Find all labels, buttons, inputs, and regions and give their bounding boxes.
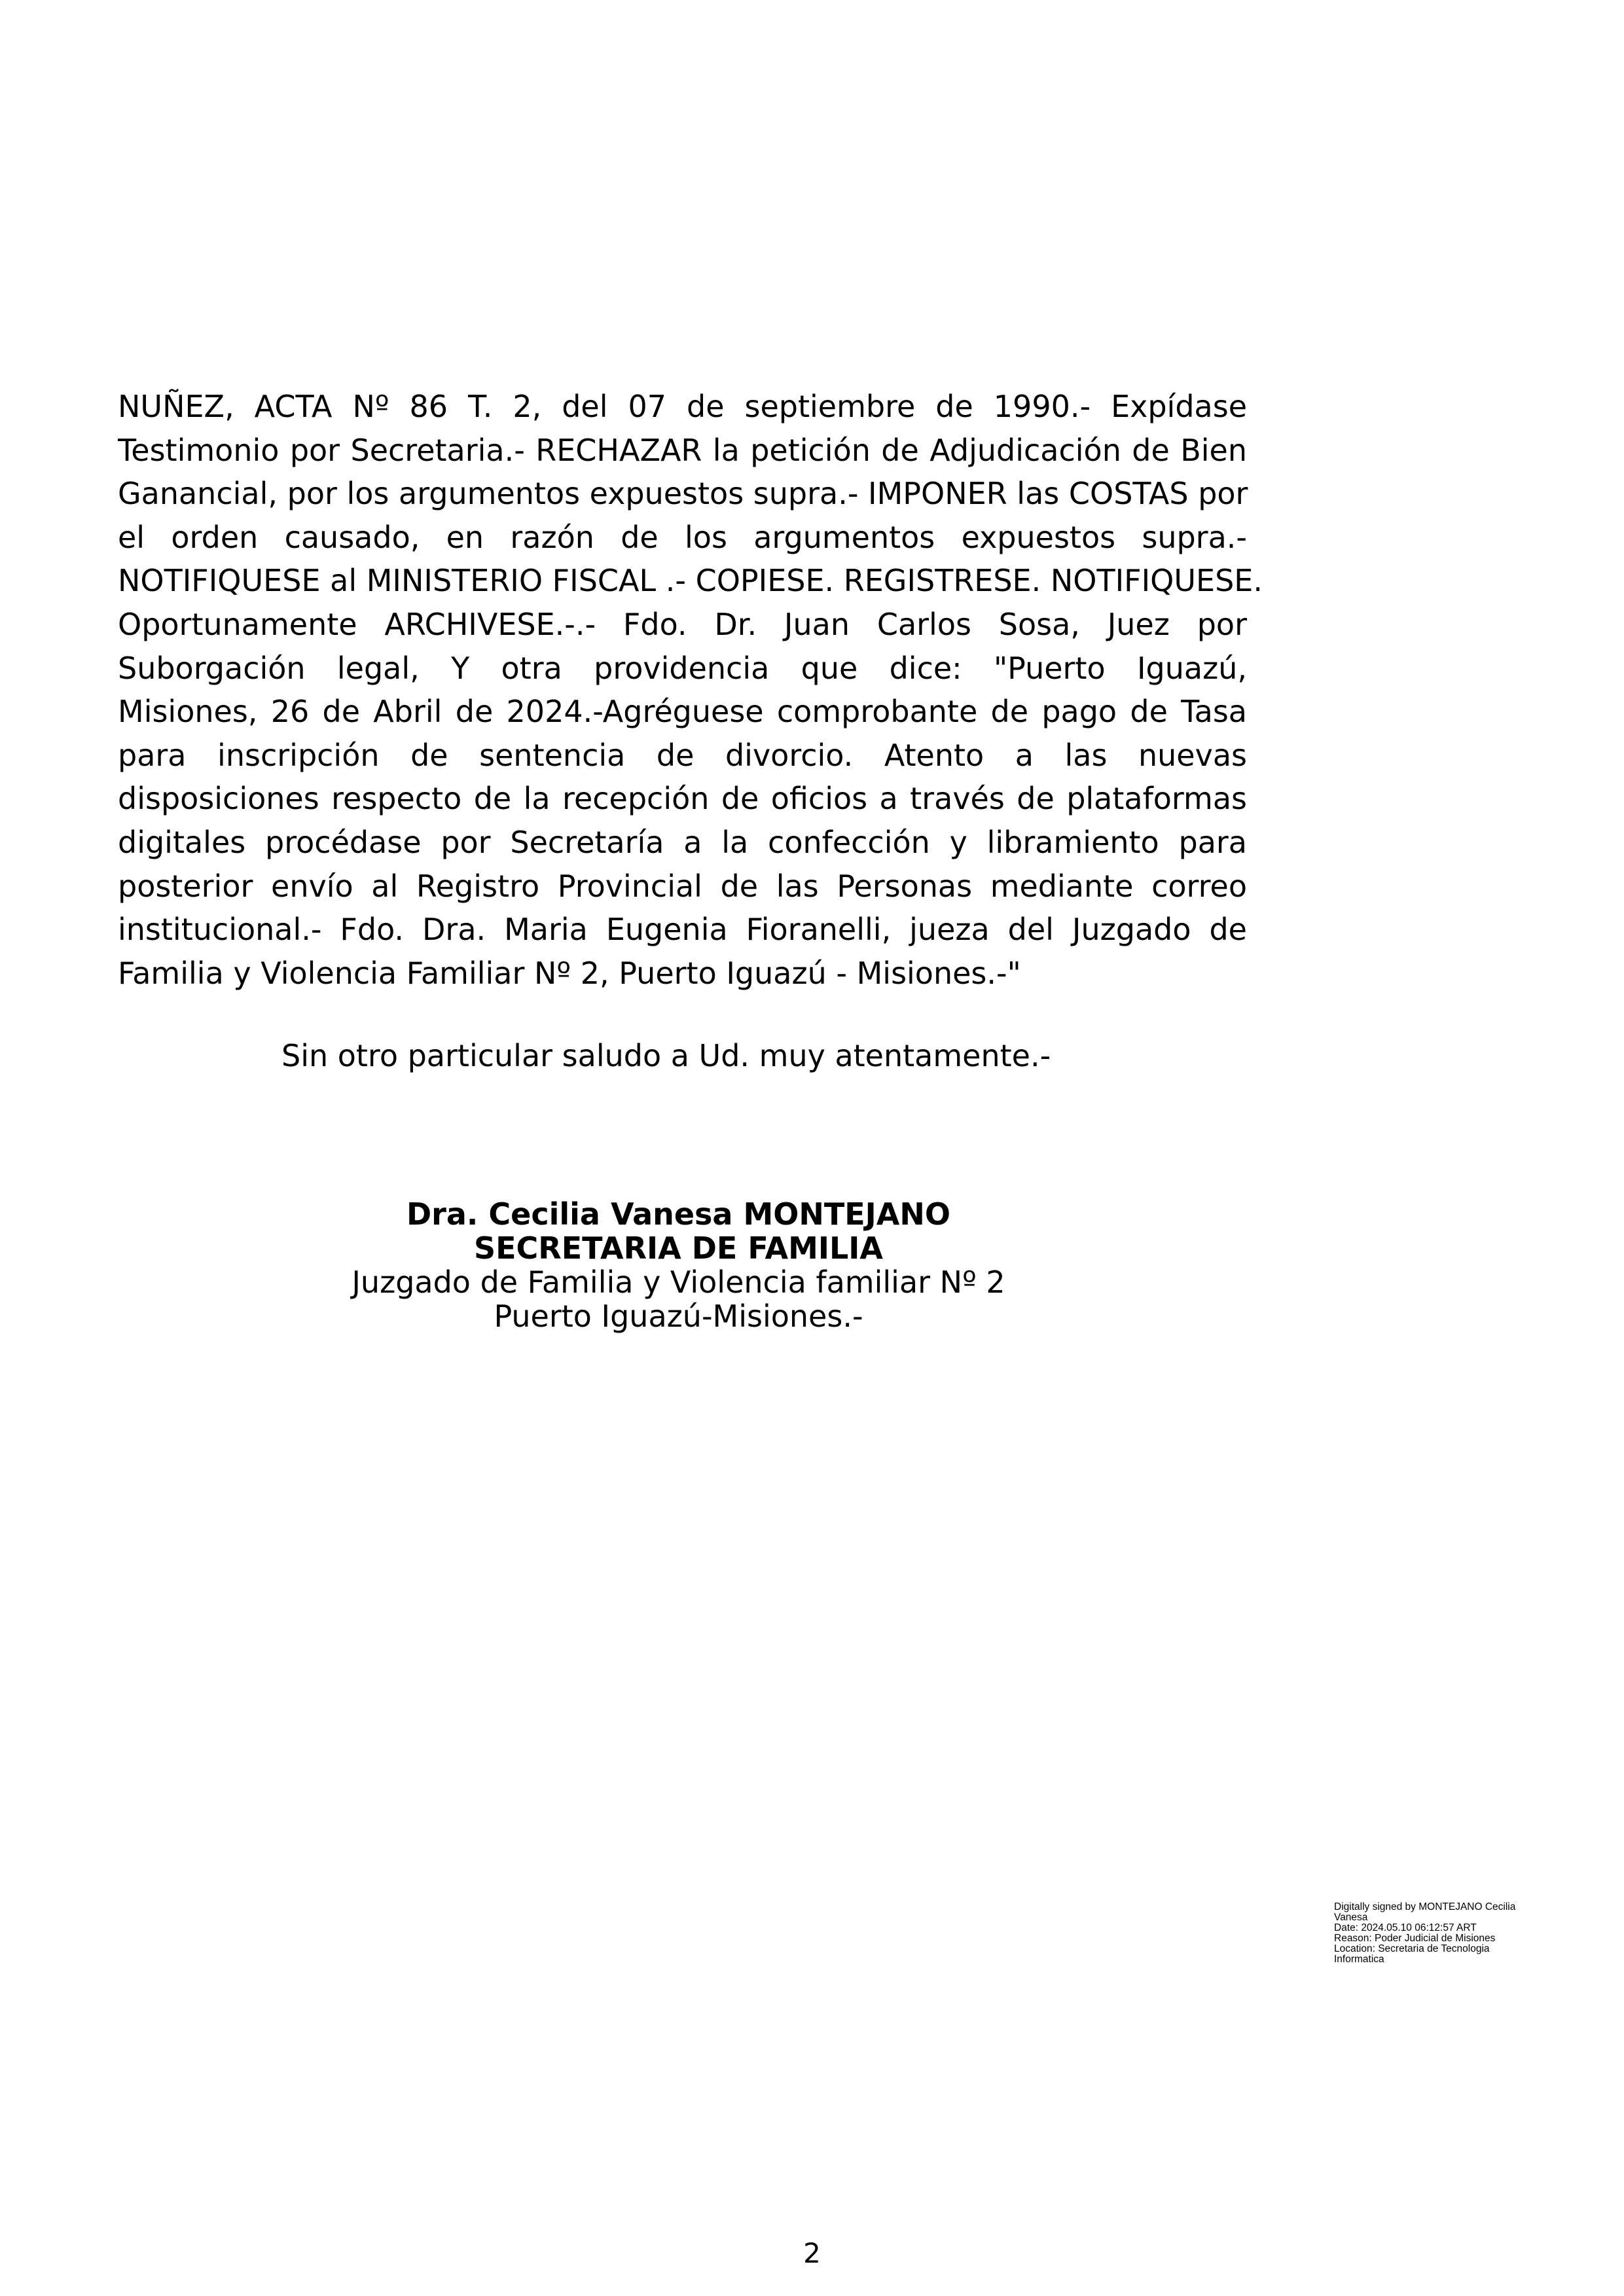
stamp-line: Date: 2024.05.10 06:12:57 ART [1334, 1922, 1477, 1933]
stamp-line: Informatica [1334, 1954, 1384, 1965]
body-line: Misiones, 26 de Abril de 2024.-Agréguese comprobante de pago de Tasa [118, 694, 1247, 730]
page-number: 2 [803, 2237, 821, 2269]
digital-signature-stamp [1334, 1902, 1550, 1965]
stamp-line: Reason: Poder Judicial de Misiones [1334, 1933, 1496, 1944]
stamp-line: Vanesa [1334, 1912, 1368, 1923]
body-line: Testimonio por Secretaria.- RECHAZAR la petición de Adjudicación de Bien [118, 432, 1247, 468]
stamp-line: Digitally signed by MONTEJANO Cecilia [1334, 1901, 1516, 1912]
body-line: Ganancial, por los argumentos expuestos supra.- IMPONER las COSTAS por [118, 476, 1248, 512]
signature-block [281, 1197, 1075, 1333]
signer-name: Dra. Cecilia Vanesa MONTEJANO [406, 1196, 950, 1232]
body-line: NUÑEZ, ACTA Nº 86 T. 2, del 07 de septiembre de 1990.- Expídase [118, 389, 1247, 424]
body-line: digitales procédase por Secretaría a la confección y libramiento para [118, 824, 1247, 860]
stamp-line: Location: Secretaria de Tecnologia [1334, 1943, 1490, 1954]
body-line: el orden causado, en razón de los argumentos expuestos supra.- [118, 519, 1247, 555]
signer-location: Puerto Iguazú-Misiones.- [494, 1299, 863, 1334]
body-line: disposiciones respecto de la recepción de oficios a través de plataformas [118, 781, 1247, 817]
closing-salutation: Sin otro particular saludo a Ud. muy atentamente.- [281, 1038, 1051, 1073]
signer-role: SECRETARIA DE FAMILIA [474, 1230, 883, 1266]
body-line: posterior envío al Registro Provincial de las Personas mediante correo [118, 868, 1247, 904]
body-paragraph [118, 385, 1263, 995]
body-line: Suborgación legal, Y otra providencia que dice: "Puerto Iguazú, [118, 650, 1247, 686]
body-line: NOTIFIQUESE al MINISTERIO FISCAL .- COPIESE. REGISTRESE. NOTIFIQUESE. [118, 563, 1263, 599]
body-line: Oportunamente ARCHIVESE.-.- Fdo. Dr. Juan Carlos Sosa, Juez por [118, 606, 1247, 642]
body-line: Familia y Violencia Familiar Nº 2, Puerto Iguazú - Misiones.-" [118, 955, 1021, 991]
signer-court: Juzgado de Familia y Violencia familiar Nº 2 [352, 1265, 1005, 1300]
body-line: para inscripción de sentencia de divorcio. Atento a las nuevas [118, 737, 1247, 773]
body-line: institucional.- Fdo. Dra. Maria Eugenia Fioranelli, jueza del Juzgado de [118, 912, 1247, 948]
